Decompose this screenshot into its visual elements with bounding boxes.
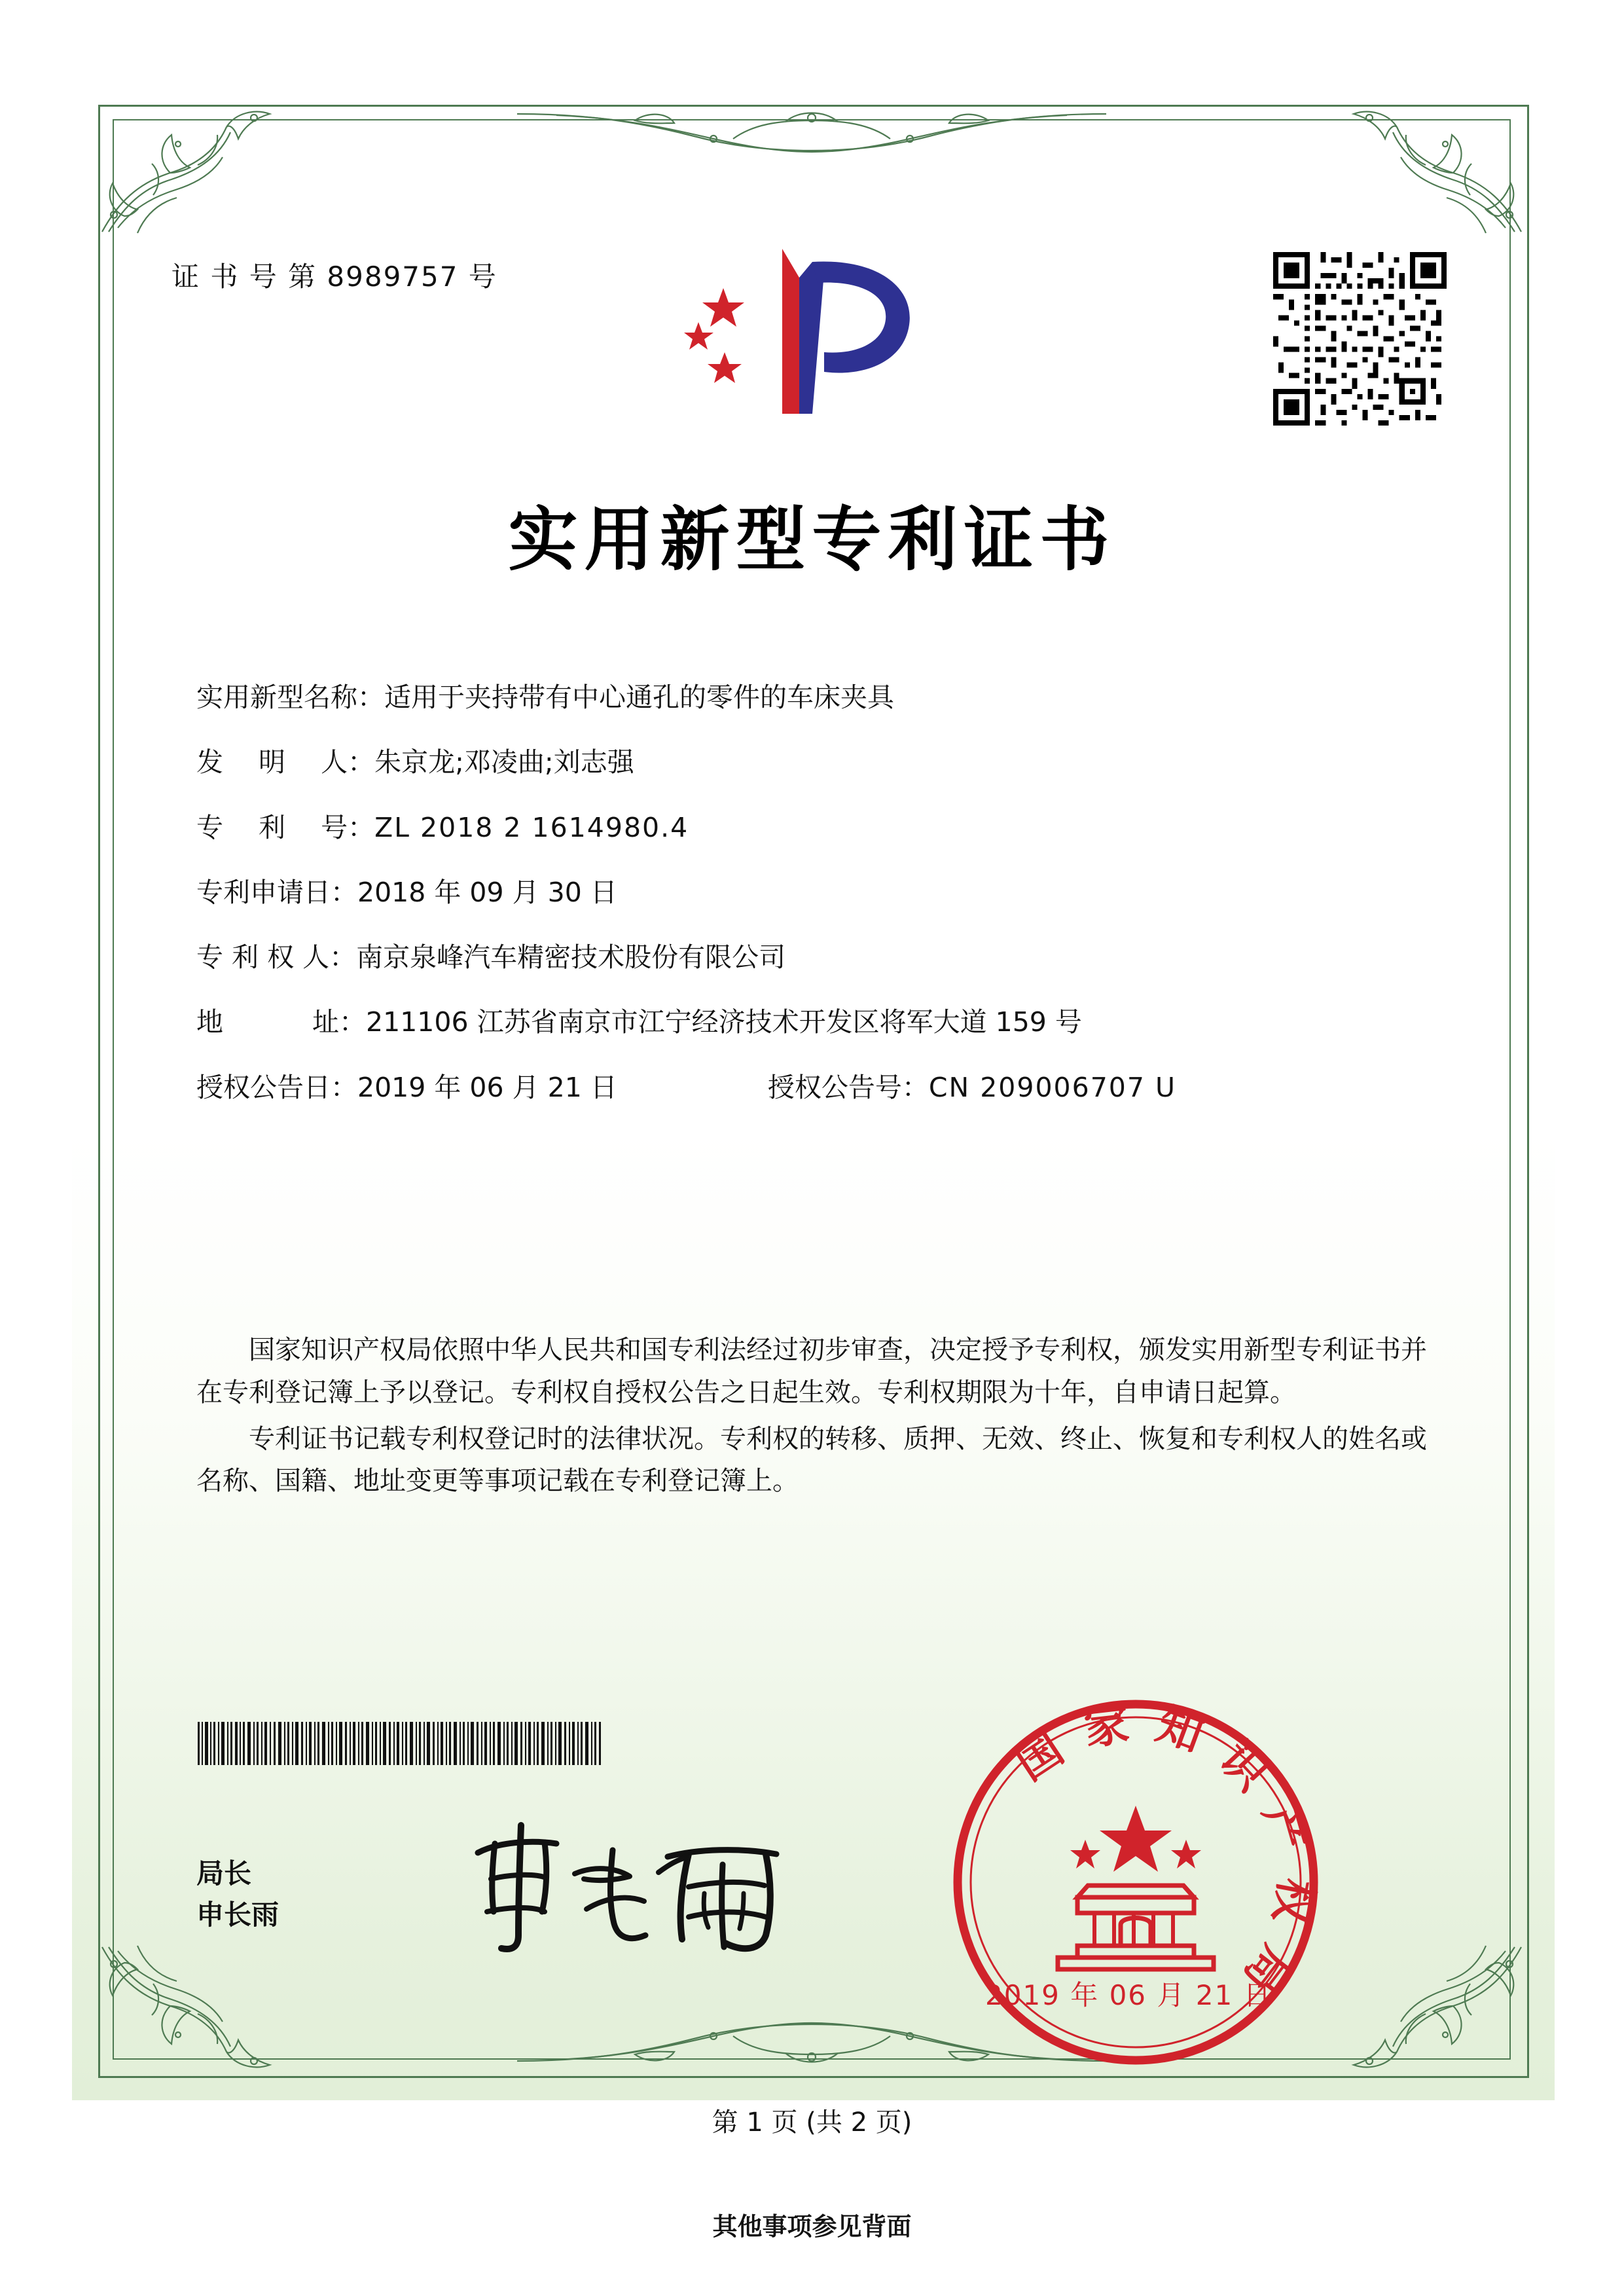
field-label-grant-number: 授权公告号： [767, 1071, 929, 1103]
barcode [196, 1722, 602, 1765]
handwritten-signature-icon [458, 1813, 825, 1971]
field-value-grant-number: CN 209006707 U [928, 1071, 1177, 1103]
field-row [196, 681, 1440, 714]
certificate-number: 证 书 号 第 8989757 号 [171, 261, 497, 293]
field-row-grant [196, 1071, 1440, 1104]
field-row [196, 876, 1440, 909]
field-label-patentee: 专 利 权 人： [196, 941, 357, 973]
qr-code [1273, 252, 1447, 426]
body-text [196, 1329, 1427, 1506]
director-name: 申长雨 [196, 1899, 280, 1931]
grant-date-group [196, 1071, 617, 1104]
field-value-grant-date: 2019 年 06 月 21 日 [357, 1071, 617, 1103]
field-value-inventors: 朱京龙;邓凌曲;刘志强 [374, 746, 634, 778]
field-label-utility-model-name: 实用新型名称： [196, 682, 384, 713]
field-value-utility-model-name: 适用于夹持带有中心通孔的零件的车床夹具 [384, 682, 894, 713]
field-label-address: 地 址： [196, 1006, 367, 1038]
field-value-address: 211106 江苏省南京市江宁经济技术开发区将军大道 159 号 [366, 1006, 1082, 1038]
fields-block [196, 681, 1440, 1136]
field-label-patent-number: 专 利 号： [196, 811, 375, 843]
field-label-inventors: 发 明 人： [196, 746, 375, 778]
top-center-ornament-icon [517, 98, 1106, 170]
field-row [196, 811, 1440, 845]
back-side-note: 其他事项参见背面 [712, 2212, 912, 2241]
page-title: 实用新型专利证书 [508, 498, 1116, 580]
svg-text:国家知识产权局: 国家知识产权局 [1006, 1696, 1323, 2021]
field-value-patent-number: ZL 2018 2 1614980.4 [374, 811, 689, 843]
seal-date: 2019 年 06 月 21 日 [985, 1979, 1272, 2011]
body-paragraph-2: 专利证书记载专利权登记时的法律状况。专利权的转移、质押、无效、终止、恢复和专利权人的姓名或名称、国籍、地址变更等事项记载在专利登记簿上。 [196, 1423, 1427, 1497]
field-row [196, 941, 1440, 974]
director-title: 局长 [196, 1857, 252, 1889]
body-paragraph-1: 国家知识产权局依照中华人民共和国专利法经过初步审查，决定授予专利权，颁发实用新型专利证书并在专利登记簿上予以登记。专利权自授权公告之日起生效。专利权期限为十年，自申请日起算。 [196, 1335, 1427, 1408]
field-row [196, 746, 1440, 779]
grant-number-group [768, 1071, 1176, 1104]
field-value-patentee: 南京泉峰汽车精密技术股份有限公司 [356, 941, 786, 973]
director-block [196, 1853, 279, 1935]
official-seal [943, 1689, 1329, 2075]
page-number: 第 1 页 (共 2 页) [712, 2107, 912, 2138]
cnipa-logo-icon [684, 242, 939, 432]
field-value-application-date: 2018 年 09 月 30 日 [357, 876, 617, 908]
field-label-application-date: 专利申请日： [196, 876, 357, 908]
field-label-grant-date: 授权公告日： [196, 1071, 357, 1103]
field-row [196, 1006, 1440, 1039]
